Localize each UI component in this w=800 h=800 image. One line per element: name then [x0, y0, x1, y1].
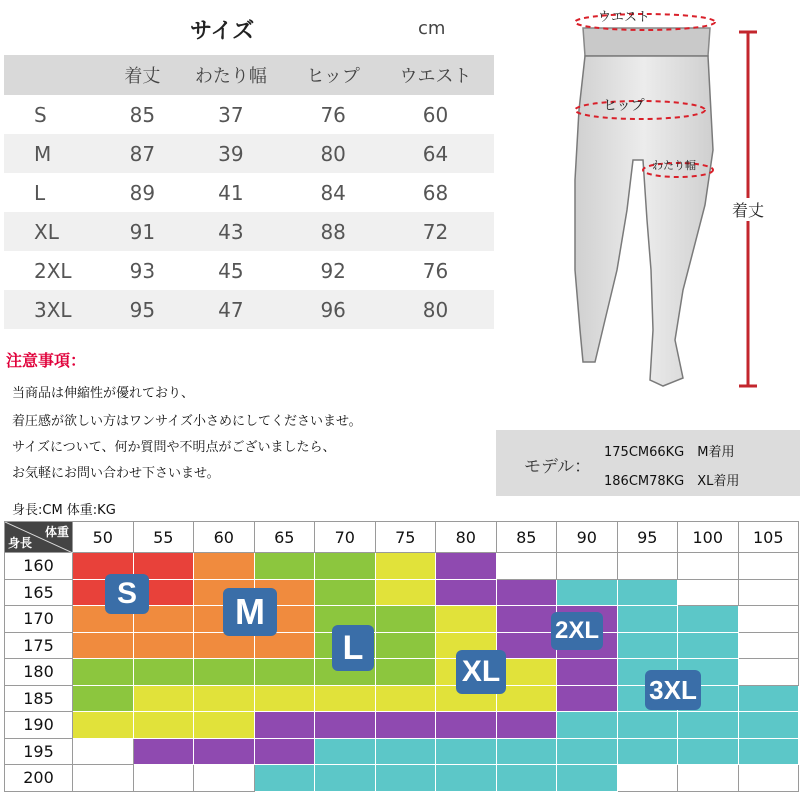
fit-cell-xl	[255, 686, 316, 713]
value-cell: 85	[129, 102, 156, 127]
fit-cell-3xl	[315, 739, 376, 766]
fit-cell-none	[678, 580, 739, 607]
fit-cell-3xl	[557, 765, 618, 792]
size-badge-l: L	[332, 625, 374, 671]
model-line: 186CM78KG XL着用	[604, 474, 740, 489]
fit-cell-none	[73, 739, 134, 766]
fit-cell-3xl	[376, 739, 437, 766]
size-badge-m: M	[223, 588, 277, 636]
fit-cell-3xl	[739, 712, 800, 739]
fit-cell-3xl	[436, 765, 497, 792]
fit-cell-3xl	[678, 606, 739, 633]
fit-cell-xl	[376, 553, 437, 580]
thigh-label: わたり幅	[652, 159, 696, 172]
header-cell: わたり幅	[172, 55, 289, 95]
fit-cell-none	[739, 765, 800, 792]
fit-cell-m	[194, 633, 255, 660]
fit-cell-l	[376, 659, 437, 686]
height-header: 180	[5, 659, 73, 686]
fit-cell-3xl	[557, 712, 618, 739]
fit-cell-2xl	[315, 712, 376, 739]
fit-chart-caption: 身長:CM 体重:KG	[12, 503, 116, 518]
fit-cell-m	[194, 553, 255, 580]
value-cell: 47	[172, 290, 289, 329]
table-row	[4, 212, 494, 251]
weight-header: 80	[436, 522, 497, 553]
note-line: サイズについて、何か質問や不明点がございましたら、	[12, 440, 336, 455]
size-cell: S	[34, 102, 47, 127]
fit-cell-2xl	[255, 712, 316, 739]
value-cell: 95	[112, 290, 172, 329]
fit-cell-l	[73, 659, 134, 686]
fit-cell-l	[73, 686, 134, 713]
fit-cell-2xl	[376, 712, 437, 739]
weight-header: 50	[73, 522, 134, 553]
weight-header: 60	[194, 522, 255, 553]
value-cell: 84	[320, 180, 346, 205]
height-header: 165	[5, 580, 73, 607]
hip-label: ヒップ	[603, 98, 645, 114]
fit-cell-3xl	[618, 739, 679, 766]
fit-cell-none	[739, 553, 800, 580]
size-badge-2xl: 2XL	[551, 612, 603, 650]
header-cell: ウエスト	[377, 55, 494, 95]
fit-cell-3xl	[557, 739, 618, 766]
fit-cell-none	[739, 633, 800, 660]
value-cell: 87	[112, 134, 172, 173]
fit-cell-xl	[134, 712, 195, 739]
size-table-header	[4, 55, 494, 95]
weight-header: 75	[376, 522, 437, 553]
fit-cell-3xl	[497, 739, 558, 766]
fit-cell-2xl	[557, 659, 618, 686]
table-row	[4, 290, 494, 329]
fit-cell-3xl	[618, 606, 679, 633]
weight-header: 65	[255, 522, 316, 553]
weight-header: 70	[315, 522, 376, 553]
table-row	[4, 251, 494, 290]
corner-height-label: 身長	[8, 536, 33, 550]
value-cell: 76	[422, 258, 449, 283]
fit-cell-2xl	[194, 739, 255, 766]
fit-cell-l	[315, 580, 376, 607]
notes-title: 注意事項：	[6, 351, 87, 370]
fit-cell-l	[255, 659, 316, 686]
fit-cell-3xl	[618, 580, 679, 607]
fit-cell-3xl	[739, 686, 800, 713]
size-chart-title: サイズ	[190, 19, 255, 44]
fit-cell-l	[255, 553, 316, 580]
fit-cell-xl	[376, 580, 437, 607]
fit-cell-3xl	[497, 765, 558, 792]
model-label: モデル：	[524, 457, 592, 477]
height-header: 195	[5, 739, 73, 766]
fit-cell-2xl	[557, 686, 618, 713]
fit-cell-none	[134, 765, 195, 792]
value-cell: 76	[320, 102, 346, 127]
weight-header: 95	[618, 522, 679, 553]
fit-cell-3xl	[376, 765, 437, 792]
fit-cell-xl	[194, 686, 255, 713]
value-cell: 39	[172, 134, 289, 173]
waistband	[583, 28, 710, 56]
fit-cell-3xl	[255, 765, 316, 792]
fit-cell-xl	[376, 686, 437, 713]
fit-cell-xl	[73, 712, 134, 739]
fit-cell-m	[255, 633, 316, 660]
fit-cell-2xl	[134, 739, 195, 766]
fit-cell-none	[739, 580, 800, 607]
value-cell: 45	[218, 258, 244, 283]
value-cell: 41	[218, 180, 244, 205]
fit-cell-3xl	[436, 739, 497, 766]
size-badge-3xl: 3XL	[645, 670, 701, 710]
value-cell: 80	[377, 290, 494, 329]
fit-cell-2xl	[436, 580, 497, 607]
fit-cell-l	[194, 659, 255, 686]
header-cell	[4, 55, 112, 95]
value-cell: 92	[320, 258, 346, 283]
table-row	[4, 95, 494, 134]
weight-header: 55	[134, 522, 195, 553]
fit-cell-xl	[134, 686, 195, 713]
fit-cell-xl	[315, 686, 376, 713]
fit-cell-m	[73, 633, 134, 660]
fit-cell-none	[557, 553, 618, 580]
weight-header: 90	[557, 522, 618, 553]
value-cell: 43	[172, 212, 289, 251]
fit-cell-l	[134, 659, 195, 686]
value-cell: 91	[112, 212, 172, 251]
note-line: 当商品は伸縮性が優れており、	[12, 386, 195, 401]
value-cell: 68	[422, 180, 449, 205]
fit-cell-xl	[194, 712, 255, 739]
fit-cell-none	[678, 765, 739, 792]
value-cell: 37	[218, 102, 244, 127]
fit-cell-none	[739, 659, 800, 686]
fit-cell-2xl	[497, 580, 558, 607]
weight-header: 85	[497, 522, 558, 553]
table-row	[4, 173, 494, 212]
height-header: 175	[5, 633, 73, 660]
fit-cell-none	[618, 765, 679, 792]
value-cell: 64	[377, 134, 494, 173]
size-cell: L	[34, 180, 46, 205]
fit-cell-3xl	[618, 633, 679, 660]
fit-cell-none	[678, 553, 739, 580]
note-line: お気軽にお問い合わせ下さいませ。	[12, 466, 220, 481]
fit-cell-3xl	[315, 765, 376, 792]
size-table	[4, 55, 494, 329]
value-cell: 93	[129, 258, 156, 283]
size-cell: M	[4, 134, 112, 173]
fit-cell-3xl	[557, 580, 618, 607]
value-cell: 89	[129, 180, 156, 205]
fit-cell-none	[618, 553, 679, 580]
size-cell: 3XL	[4, 290, 112, 329]
fit-cell-none	[497, 553, 558, 580]
note-line: 着圧感が欲しい方はワンサイズ小さめにしてくださいませ。	[12, 414, 362, 429]
fit-cell-2xl	[436, 553, 497, 580]
fit-cell-2xl	[436, 712, 497, 739]
table-row	[4, 134, 494, 173]
fit-cell-l	[376, 633, 437, 660]
fit-cell-none	[73, 765, 134, 792]
model-line: 175CM66KG M着用	[604, 445, 735, 460]
weight-header: 105	[739, 522, 800, 553]
value-cell: 80	[289, 134, 377, 173]
size-cell: 2XL	[34, 258, 72, 283]
fit-cell-3xl	[739, 739, 800, 766]
size-badge-s: S	[105, 574, 149, 614]
fit-cell-3xl	[678, 712, 739, 739]
fit-cell-m	[134, 633, 195, 660]
fit-cell-3xl	[618, 712, 679, 739]
height-header: 160	[5, 553, 73, 580]
corner-weight-label: 体重	[44, 525, 69, 539]
height-header: 170	[5, 606, 73, 633]
height-header: 190	[5, 712, 73, 739]
header-cell: 着丈	[112, 55, 172, 95]
fit-cell-l	[376, 606, 437, 633]
fit-chart-grid	[4, 521, 799, 792]
fit-cell-3xl	[678, 739, 739, 766]
size-badge-xl: XL	[456, 650, 506, 694]
fit-cell-xl	[436, 606, 497, 633]
fit-chart-corner	[5, 522, 73, 553]
height-header: 185	[5, 686, 73, 713]
length-label: 着丈	[732, 198, 764, 221]
fit-cell-none	[739, 606, 800, 633]
fit-cell-2xl	[497, 606, 558, 633]
waist-label: ウエスト	[598, 10, 651, 25]
size-chart-unit: cm	[418, 18, 446, 39]
height-header: 200	[5, 765, 73, 792]
header-cell: ヒップ	[289, 55, 377, 95]
fit-cell-3xl	[678, 633, 739, 660]
fit-cell-l	[315, 553, 376, 580]
fit-cell-none	[194, 765, 255, 792]
fit-cell-2xl	[497, 712, 558, 739]
size-cell: XL	[4, 212, 112, 251]
value-cell: 60	[422, 102, 449, 127]
value-cell: 88	[289, 212, 377, 251]
fit-cell-2xl	[255, 739, 316, 766]
value-cell: 72	[377, 212, 494, 251]
weight-header: 100	[678, 522, 739, 553]
value-cell: 96	[289, 290, 377, 329]
